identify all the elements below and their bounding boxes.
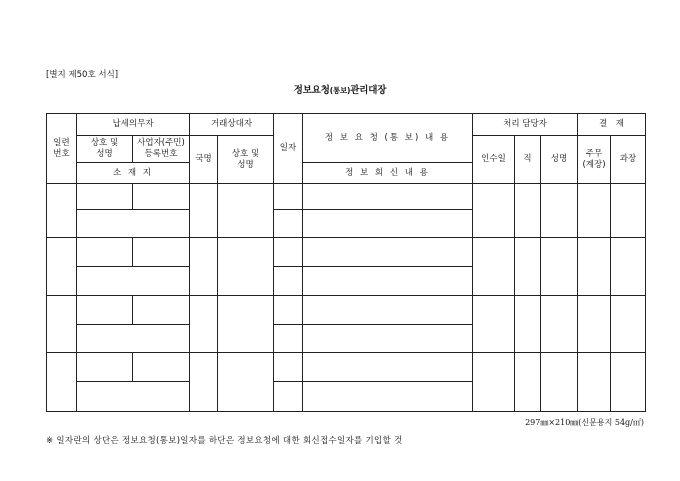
header-cp-trade-name: 상호 및 성명 bbox=[218, 136, 274, 184]
cell-business-reg-no[interactable] bbox=[133, 238, 190, 267]
cell-request-date[interactable] bbox=[274, 184, 303, 210]
header-business-reg-no: 사업자(주민) 등록번호 bbox=[133, 136, 190, 163]
cell-request-date[interactable] bbox=[274, 353, 303, 382]
cell-officer[interactable] bbox=[578, 296, 611, 353]
cell-business-reg-no[interactable] bbox=[133, 296, 190, 325]
cell-nationality[interactable] bbox=[190, 296, 218, 353]
cell-cp-trade-name[interactable] bbox=[218, 238, 274, 296]
header-received-date: 인수일 bbox=[473, 136, 515, 184]
cell-trade-name[interactable] bbox=[77, 238, 133, 267]
paper-size-note: 297㎜×210㎜(신문용지 54g/㎡) bbox=[525, 418, 644, 427]
header-taxpayer: 납세의무자 bbox=[77, 114, 190, 136]
entry-row bbox=[47, 238, 646, 267]
cell-position[interactable] bbox=[515, 238, 541, 296]
cell-section-chief[interactable] bbox=[611, 184, 646, 238]
cell-serial[interactable] bbox=[47, 184, 77, 238]
header-approval: 결 재 bbox=[578, 114, 646, 136]
cell-address[interactable] bbox=[77, 382, 190, 412]
cell-request-content[interactable] bbox=[303, 296, 473, 325]
header-counterparty: 거래상대자 bbox=[190, 114, 274, 136]
header-trade-name: 상호 및 성명 bbox=[77, 136, 133, 163]
cell-request-date[interactable] bbox=[274, 238, 303, 267]
cell-section-chief[interactable] bbox=[611, 353, 646, 412]
cell-request-content[interactable] bbox=[303, 353, 473, 382]
header-position: 직 bbox=[515, 136, 541, 184]
cell-officer[interactable] bbox=[578, 238, 611, 296]
header-nationality: 국명 bbox=[190, 136, 218, 184]
cell-officer[interactable] bbox=[578, 184, 611, 238]
cell-name[interactable] bbox=[541, 238, 578, 296]
header-date: 일자 bbox=[274, 114, 303, 184]
header-name: 성명 bbox=[541, 136, 578, 184]
cell-officer[interactable] bbox=[578, 353, 611, 412]
cell-request-content[interactable] bbox=[303, 238, 473, 267]
cell-reply-date[interactable] bbox=[274, 267, 303, 296]
cell-position[interactable] bbox=[515, 296, 541, 353]
cell-received-date[interactable] bbox=[473, 353, 515, 412]
cell-serial[interactable] bbox=[47, 353, 77, 412]
cell-cp-trade-name[interactable] bbox=[218, 353, 274, 412]
form-number-label: [별지 제50호 서식] bbox=[46, 70, 119, 80]
cell-trade-name[interactable] bbox=[77, 353, 133, 382]
cell-name[interactable] bbox=[541, 353, 578, 412]
cell-reply-content[interactable] bbox=[303, 382, 473, 412]
cell-reply-date[interactable] bbox=[274, 325, 303, 353]
header-handler: 처리 담당자 bbox=[473, 114, 578, 136]
cell-trade-name[interactable] bbox=[77, 296, 133, 325]
cell-business-reg-no[interactable] bbox=[133, 353, 190, 382]
cell-received-date[interactable] bbox=[473, 296, 515, 353]
cell-nationality[interactable] bbox=[190, 184, 218, 238]
title-sub: (통보) bbox=[329, 86, 351, 95]
entry-row bbox=[47, 184, 646, 210]
title-tail: 관리대장 bbox=[350, 85, 387, 96]
cell-trade-name[interactable] bbox=[77, 184, 133, 210]
header-section-chief: 과장 bbox=[611, 136, 646, 184]
cell-reply-date[interactable] bbox=[274, 210, 303, 238]
cell-request-content[interactable] bbox=[303, 184, 473, 210]
header-officer: 주무 (계장) bbox=[578, 136, 611, 184]
entry-row bbox=[47, 296, 646, 325]
header-address: 소 재 지 bbox=[77, 163, 190, 184]
page-title bbox=[0, 82, 680, 96]
cell-position[interactable] bbox=[515, 184, 541, 238]
cell-address[interactable] bbox=[77, 325, 190, 353]
cell-nationality[interactable] bbox=[190, 353, 218, 412]
header-reply-content: 정 보 회 신 내 용 bbox=[303, 163, 473, 184]
cell-position[interactable] bbox=[515, 353, 541, 412]
cell-cp-trade-name[interactable] bbox=[218, 296, 274, 353]
cell-address[interactable] bbox=[77, 210, 190, 238]
cell-received-date[interactable] bbox=[473, 238, 515, 296]
cell-reply-content[interactable] bbox=[303, 267, 473, 296]
cell-address[interactable] bbox=[77, 267, 190, 296]
cell-business-reg-no[interactable] bbox=[133, 184, 190, 210]
title-main: 정보요청 bbox=[293, 85, 330, 96]
cell-reply-date[interactable] bbox=[274, 382, 303, 412]
cell-request-date[interactable] bbox=[274, 296, 303, 325]
cell-name[interactable] bbox=[541, 184, 578, 238]
cell-serial[interactable] bbox=[47, 296, 77, 353]
cell-name[interactable] bbox=[541, 296, 578, 353]
cell-section-chief[interactable] bbox=[611, 238, 646, 296]
cell-nationality[interactable] bbox=[190, 238, 218, 296]
header-serial: 일련 번호 bbox=[47, 114, 77, 184]
ledger-table bbox=[46, 113, 646, 412]
cell-cp-trade-name[interactable] bbox=[218, 184, 274, 238]
cell-received-date[interactable] bbox=[473, 184, 515, 238]
header-request-content: 정 보 요 청 (통 보) 내 용 bbox=[303, 114, 473, 163]
cell-serial[interactable] bbox=[47, 238, 77, 296]
cell-section-chief[interactable] bbox=[611, 296, 646, 353]
cell-reply-content[interactable] bbox=[303, 210, 473, 238]
cell-reply-content[interactable] bbox=[303, 325, 473, 353]
entry-row bbox=[47, 353, 646, 382]
footnote: ※ 일자란의 상단은 정보요청(통보)일자를 하단은 정보요청에 대한 회신접수일자를 기입할 것 bbox=[46, 436, 403, 446]
